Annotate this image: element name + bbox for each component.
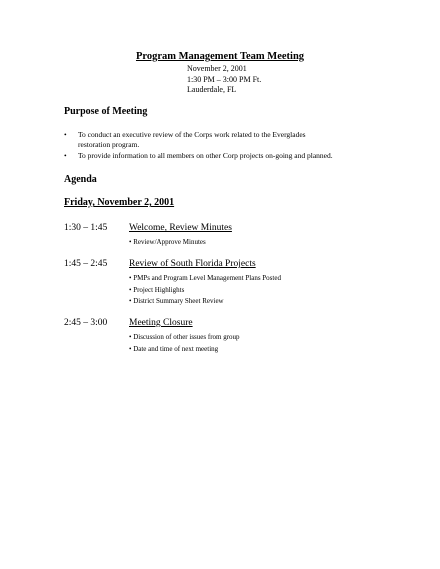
- purpose-item: [64, 151, 404, 161]
- meeting-location: Lauderdale, FL: [187, 85, 237, 94]
- purpose-item: [64, 130, 404, 149]
- session-items: [129, 237, 206, 249]
- session-title: Review of South Florida Projects: [129, 259, 256, 269]
- session-title: Meeting Closure: [129, 318, 193, 328]
- session-items: [129, 273, 281, 308]
- session-time: 2:45 – 3:00: [64, 318, 108, 328]
- purpose-heading: Purpose of Meeting: [64, 106, 148, 117]
- purpose-item-line: To conduct an executive review of the Corps work related to the Everglades: [78, 130, 306, 139]
- session-item: • Discussion of other issues from group: [129, 333, 240, 341]
- bullet-marker: •: [64, 151, 67, 160]
- document-title: Program Management Team Meeting: [135, 51, 305, 62]
- session-item: • PMPs and Program Level Management Plans Posted: [129, 274, 281, 282]
- purpose-item-line: To provide information to all members on other Corp projects on-going and planned.: [78, 151, 333, 160]
- session-time: 1:45 – 2:45: [64, 259, 108, 269]
- agenda-day: Friday, November 2, 2001: [64, 197, 175, 208]
- session-item: • Date and time of next meeting: [129, 344, 219, 353]
- session-items: [129, 332, 240, 355]
- purpose-list: [64, 130, 404, 163]
- session-title: Welcome, Review Minutes: [129, 223, 232, 233]
- bullet-marker: •: [64, 130, 67, 139]
- agenda-heading: Agenda: [64, 174, 97, 185]
- session-item: • Project Highlights: [129, 285, 185, 294]
- meeting-date: November 2, 2001: [187, 64, 247, 73]
- purpose-item-line: restoration program.: [78, 139, 140, 149]
- session-item: • District Summary Sheet Review: [129, 297, 224, 305]
- session-time: 1:30 – 1:45: [64, 223, 108, 233]
- meeting-time: 1:30 PM – 3:00 PM Ft.: [187, 74, 262, 84]
- meeting-details: [187, 64, 261, 96]
- session-item: • Review/Approve Minutes: [129, 238, 206, 246]
